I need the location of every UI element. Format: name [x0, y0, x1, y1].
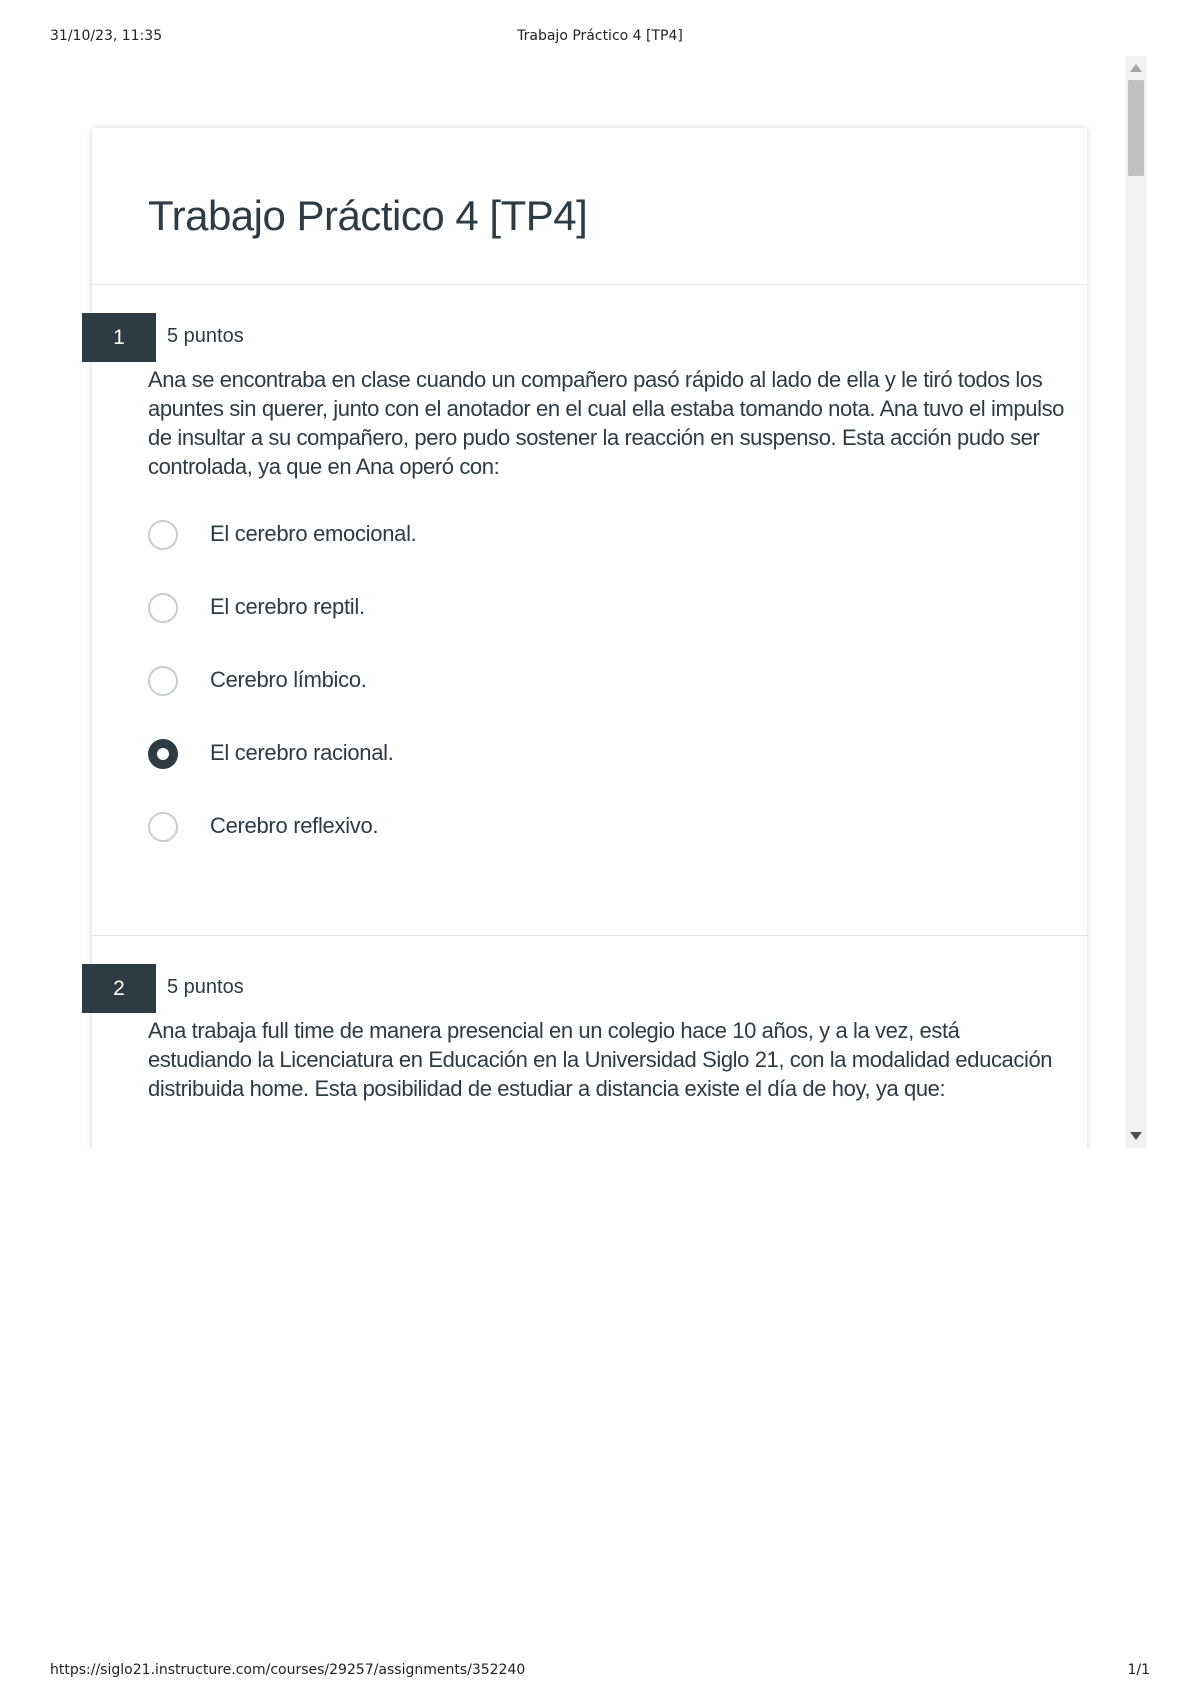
assignment-header	[92, 128, 1087, 285]
radio-button-selected[interactable]	[148, 739, 178, 769]
answer-label: El cerebro racional.	[210, 740, 394, 765]
scroll-down-arrow-icon[interactable]	[1130, 1132, 1142, 1140]
answer-option[interactable]	[148, 809, 1028, 849]
question-text: Ana trabaja full time de manera presencial en un colegio hace 10 años, y a la vez, está estudiando la Licenciatura en Educación en la Universidad Siglo 21, con la modalidad educación distribuida home. Esta posibilidad de estudiar a distancia existe el día de hoy, ya que:	[148, 1018, 1053, 1101]
vertical-scrollbar[interactable]	[1125, 56, 1147, 1148]
page-viewport	[0, 56, 1152, 1148]
assignment-card	[92, 128, 1087, 1148]
print-url: https://siglo21.instructure.com/courses/29257/assignments/352240	[50, 1662, 526, 1678]
scroll-up-arrow-icon[interactable]	[1130, 64, 1142, 72]
answer-label: Cerebro límbico.	[210, 667, 367, 692]
answer-option[interactable]	[148, 590, 1028, 630]
question-1	[92, 285, 1087, 936]
answer-label: El cerebro reptil.	[210, 594, 365, 619]
print-page-number: 1/1	[1127, 1662, 1150, 1678]
answer-label: El cerebro emocional.	[210, 521, 417, 546]
radio-button[interactable]	[148, 520, 178, 550]
radio-button[interactable]	[148, 593, 178, 623]
scroll-thumb[interactable]	[1128, 80, 1144, 176]
radio-button[interactable]	[148, 666, 178, 696]
question-number: 2	[82, 964, 156, 1013]
question-points: 5 puntos	[167, 976, 244, 998]
answer-option[interactable]	[148, 663, 1028, 703]
question-2	[92, 936, 1087, 1148]
print-datetime: 31/10/23, 11:35	[50, 28, 163, 44]
print-header	[0, 28, 1200, 50]
answer-option[interactable]	[148, 736, 1028, 776]
answer-option[interactable]	[148, 517, 1028, 557]
question-points: 5 puntos	[167, 325, 244, 347]
question-number: 1	[82, 313, 156, 362]
question-text: Ana se encontraba en clase cuando un compañero pasó rápido al lado de ella y le tiró todos los apuntes sin querer, junto con el anotador en el cual ella estaba tomando nota. Ana tuvo el impulso de insultar a su compañero, pero pudo sostener la reacción en suspenso. Esta acción pudo ser controlada, ya que en Ana operó con:	[148, 367, 1065, 479]
print-page-title: Trabajo Práctico 4 [TP4]	[517, 28, 683, 44]
radio-button[interactable]	[148, 812, 178, 842]
assignment-title: Trabajo Práctico 4 [TP4]	[148, 192, 588, 239]
print-footer	[0, 1662, 1200, 1684]
answer-label: Cerebro reflexivo.	[210, 813, 379, 838]
